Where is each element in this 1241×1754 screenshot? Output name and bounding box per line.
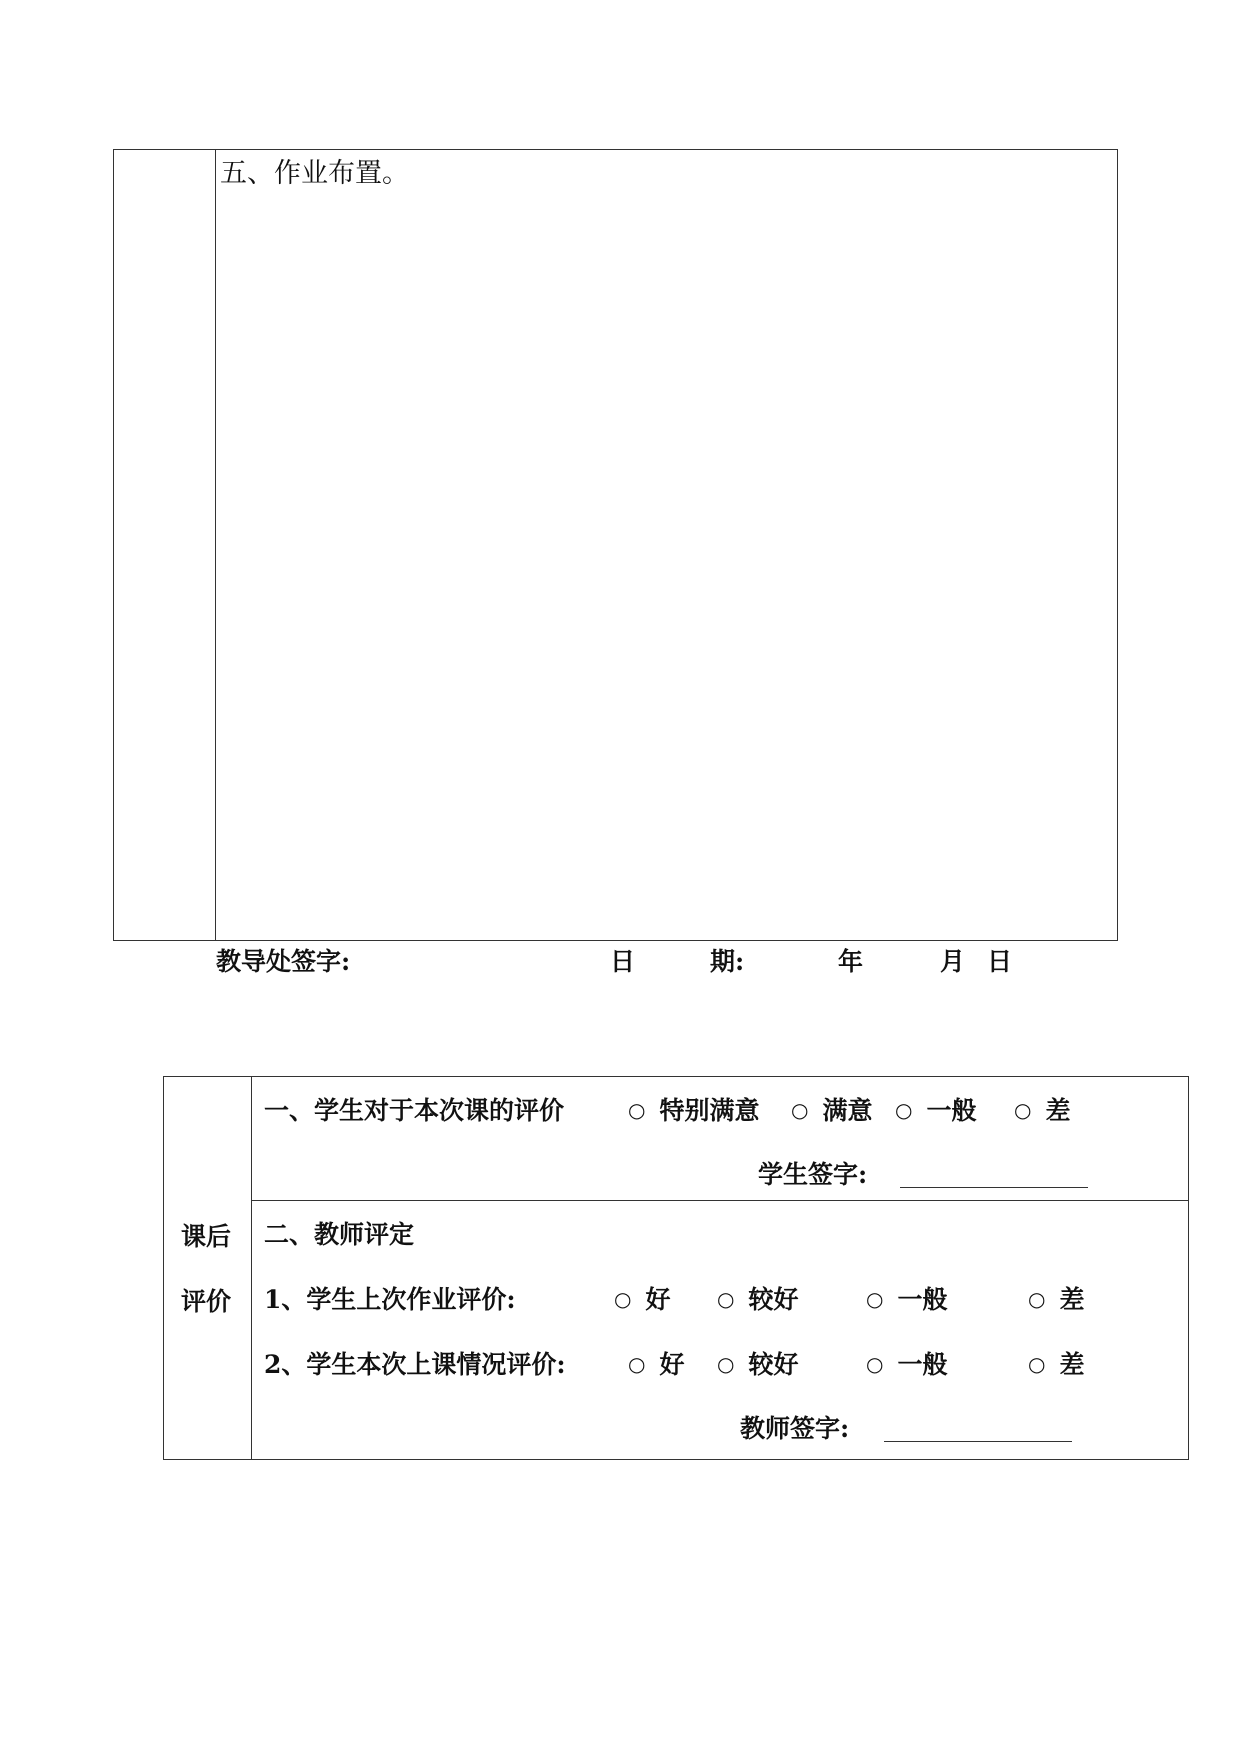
homework-heading: 五、作业布置。 — [220, 158, 409, 189]
teacher-q1-label: 1、学生上次作业评价: — [264, 1285, 516, 1314]
radio-circle-icon[interactable]: ○ — [628, 1352, 646, 1376]
student-option-satisfied[interactable] — [791, 1098, 872, 1123]
radio-circle-icon[interactable]: ○ — [717, 1287, 735, 1311]
teacher-signature-label: 教师签字: — [740, 1414, 850, 1443]
radio-circle-icon[interactable]: ○ — [717, 1352, 735, 1376]
radio-circle-icon[interactable]: ○ — [791, 1098, 809, 1122]
teacher-signature-line[interactable] — [884, 1441, 1072, 1442]
year-label: 年 — [838, 947, 864, 976]
homework-content-area[interactable] — [218, 200, 1114, 938]
radio-circle-icon[interactable]: ○ — [1028, 1287, 1046, 1311]
evaluation-side-label-2: 评价 — [181, 1287, 232, 1316]
evaluation-table-divider — [251, 1076, 252, 1460]
month-label: 月 — [940, 947, 966, 976]
teacher-q2-label: 2、学生本次上课情况评价: — [264, 1350, 566, 1379]
evaluation-row-divider — [251, 1200, 1189, 1201]
student-option-very-satisfied[interactable] — [628, 1098, 759, 1123]
q2-option-fairly-good[interactable] — [717, 1352, 798, 1377]
student-eval-question: 一、学生对于本次课的评价 — [264, 1096, 565, 1125]
option-label: 较好 — [748, 1285, 799, 1314]
radio-circle-icon[interactable]: ○ — [628, 1098, 646, 1122]
day-label: 日 — [987, 947, 1013, 976]
q2-option-good[interactable] — [628, 1352, 684, 1377]
evaluation-table — [163, 1076, 1189, 1460]
radio-circle-icon[interactable]: ○ — [866, 1287, 884, 1311]
radio-circle-icon[interactable]: ○ — [895, 1098, 913, 1122]
option-label: 差 — [1045, 1096, 1071, 1125]
radio-circle-icon[interactable]: ○ — [614, 1287, 632, 1311]
q2-option-poor[interactable] — [1028, 1352, 1084, 1377]
option-label: 一般 — [926, 1096, 977, 1125]
student-option-poor[interactable] — [1014, 1098, 1070, 1123]
student-option-average[interactable] — [895, 1098, 976, 1123]
student-signature-line[interactable] — [900, 1187, 1088, 1188]
q2-option-average[interactable] — [866, 1352, 947, 1377]
date-label-day: 日 — [610, 947, 636, 976]
option-label: 一般 — [897, 1350, 948, 1379]
option-label: 好 — [659, 1350, 685, 1379]
evaluation-side-label-1: 课后 — [181, 1222, 232, 1251]
teacher-eval-heading: 二、教师评定 — [264, 1220, 415, 1249]
option-label: 差 — [1059, 1285, 1085, 1314]
homework-table-divider — [215, 149, 216, 941]
q1-option-fairly-good[interactable] — [717, 1287, 798, 1312]
option-label: 特别满意 — [659, 1096, 760, 1125]
option-label: 较好 — [748, 1350, 799, 1379]
radio-circle-icon[interactable]: ○ — [1014, 1098, 1032, 1122]
q1-option-good[interactable] — [614, 1287, 670, 1312]
radio-circle-icon[interactable]: ○ — [1028, 1352, 1046, 1376]
q1-option-poor[interactable] — [1028, 1287, 1084, 1312]
date-label-period: 期: — [710, 947, 745, 976]
office-sign-label: 教导处签字: — [216, 947, 351, 976]
option-label: 差 — [1059, 1350, 1085, 1379]
student-signature-label: 学生签字: — [758, 1160, 868, 1189]
option-label: 一般 — [897, 1285, 948, 1314]
q1-option-average[interactable] — [866, 1287, 947, 1312]
option-label: 好 — [645, 1285, 671, 1314]
radio-circle-icon[interactable]: ○ — [866, 1352, 884, 1376]
option-label: 满意 — [822, 1096, 873, 1125]
